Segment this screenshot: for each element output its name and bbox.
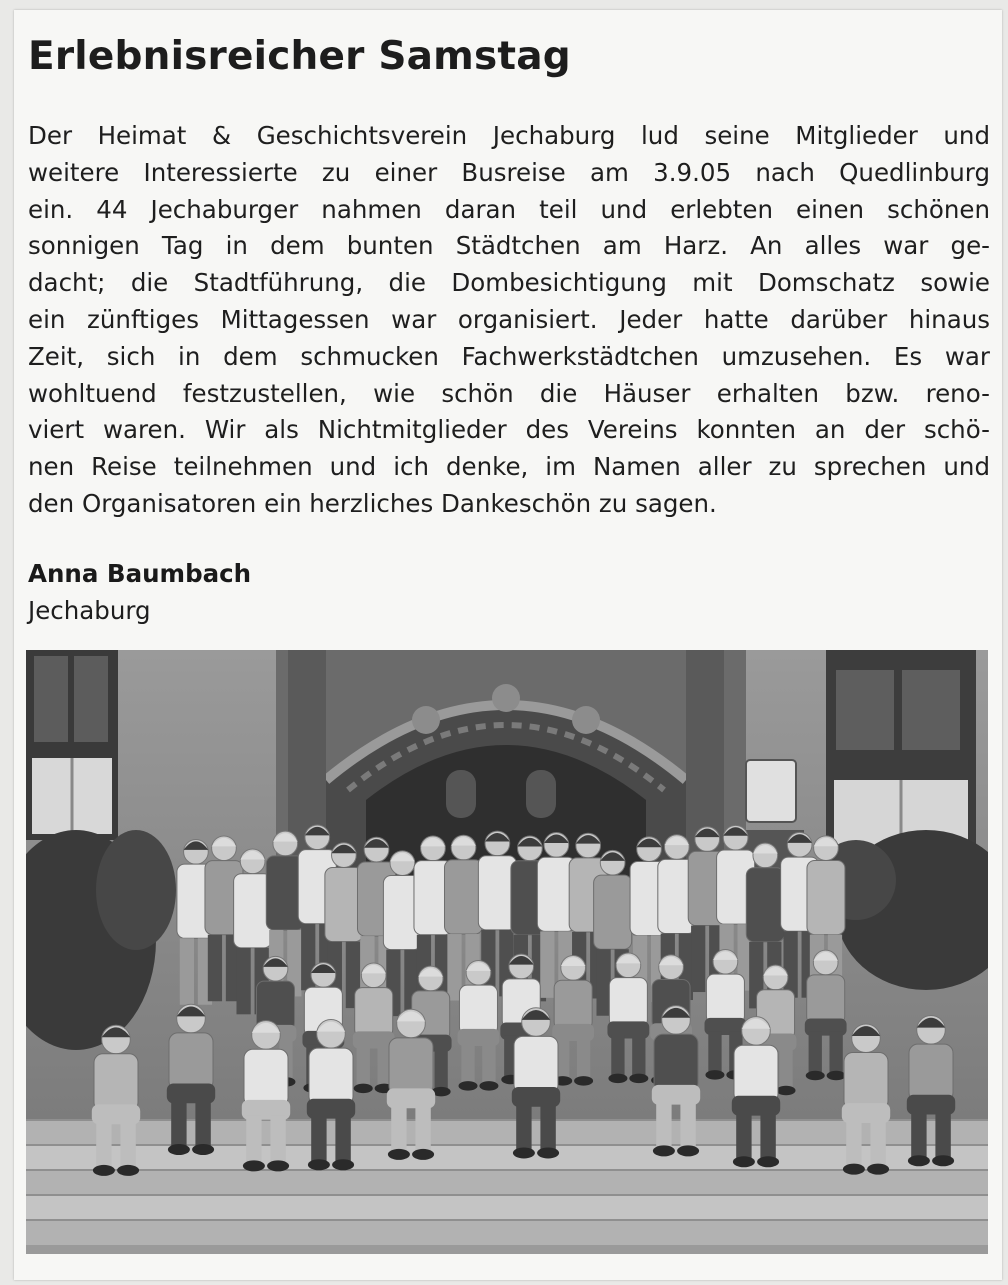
body-line: ein. 44 Jechaburger nahmen daran teil und erlebten einen schönen xyxy=(28,194,990,224)
person-shoe xyxy=(677,1145,699,1156)
person-shoe xyxy=(777,1086,796,1096)
person-leg xyxy=(415,1104,430,1152)
person-leg xyxy=(270,1115,285,1163)
person-shoe xyxy=(932,1155,954,1166)
person-torso xyxy=(734,1045,778,1102)
person-leg xyxy=(461,1042,474,1084)
person-leg xyxy=(736,1111,751,1159)
person-leg xyxy=(236,948,250,1015)
person-leg xyxy=(870,1119,885,1167)
person-leg xyxy=(195,1099,210,1147)
body-line: weitere Interessierte zu einer Busreise am 3.9.05 nach Quedlinburg xyxy=(28,157,990,187)
person-torso xyxy=(244,1049,288,1106)
stair-base xyxy=(26,1245,988,1254)
person-shoe xyxy=(908,1155,930,1166)
person-leg xyxy=(935,1110,950,1158)
person-torso xyxy=(654,1034,698,1091)
person-leg xyxy=(180,938,194,1005)
body-line: sonnigen Tag in dem bunten Städtchen am Harz. An alles war ge- xyxy=(28,231,990,261)
person-torso xyxy=(909,1044,953,1101)
group-photo xyxy=(26,650,988,1254)
person-torso xyxy=(554,980,592,1029)
body-line: ein zünftiges Mittagessen war organisiert. Jeder hatte darüber hinaus xyxy=(28,304,990,334)
body-line: Zeit, sich in dem schmucken Fachwerkstädtchen umzusehen. Es war xyxy=(28,341,990,371)
person-shoe xyxy=(308,1159,330,1170)
person-torso xyxy=(746,868,784,942)
person-leg xyxy=(120,1120,135,1168)
person-shoe xyxy=(243,1160,265,1171)
person-leg xyxy=(611,1035,624,1077)
person-leg xyxy=(540,931,554,998)
person-leg xyxy=(911,1110,926,1158)
person-shoe xyxy=(574,1076,593,1086)
person-leg xyxy=(540,1102,555,1150)
person-leg xyxy=(311,1114,326,1162)
person-torso xyxy=(807,861,845,935)
person-leg xyxy=(779,1047,792,1089)
person-torso xyxy=(459,985,497,1034)
person-leg xyxy=(391,1104,406,1152)
person-shoe xyxy=(705,1070,724,1080)
person-leg xyxy=(482,1042,495,1084)
person-leg xyxy=(96,1120,111,1168)
article-body xyxy=(28,118,990,523)
person-shoe xyxy=(867,1164,889,1175)
person-shoe xyxy=(806,1071,825,1081)
person-leg xyxy=(171,1099,186,1147)
person-leg xyxy=(246,1115,261,1163)
person-leg xyxy=(680,1100,695,1148)
right-window xyxy=(826,650,976,860)
stair-step xyxy=(26,1120,988,1146)
person-shoe xyxy=(267,1160,289,1171)
person-torso xyxy=(169,1033,213,1090)
person-shoe xyxy=(354,1084,373,1094)
staircase xyxy=(26,1120,988,1254)
person-shoe xyxy=(479,1081,498,1091)
person-leg xyxy=(783,931,797,998)
body-line: wohltuend festzustellen, wie schön die Häuser erhalten bzw. reno- xyxy=(28,378,990,408)
person-leg xyxy=(434,1048,447,1090)
body-line: dacht; die Stadtführung, die Dombesichtigung mit Domschatz sowie xyxy=(28,268,990,298)
group-photo-illustration xyxy=(26,650,988,1254)
person-shoe xyxy=(843,1164,865,1175)
person-shoe xyxy=(629,1074,648,1084)
person-shoe xyxy=(388,1149,410,1160)
person-leg xyxy=(656,1100,671,1148)
person-leg xyxy=(335,1114,350,1162)
person-leg xyxy=(596,949,610,1016)
body-line: nen Reise teilnehmen und ich denke, im Namen aller zu sprechen und xyxy=(28,452,990,482)
person-leg xyxy=(357,1045,370,1087)
person-shoe xyxy=(192,1144,214,1155)
person-shoe xyxy=(757,1156,779,1167)
person-leg xyxy=(708,1031,721,1073)
person-torso xyxy=(594,875,632,949)
person-shoe xyxy=(608,1074,627,1084)
newspaper-clipping xyxy=(14,10,1002,1280)
article-headline: Erlebnisreicher Samstag xyxy=(28,34,571,79)
person-leg xyxy=(846,1119,861,1167)
person-torso xyxy=(309,1048,353,1105)
author-name: Anna Baumbach xyxy=(28,559,252,588)
person-shoe xyxy=(733,1156,755,1167)
person-torso xyxy=(514,1036,558,1093)
person-shoe xyxy=(827,1071,846,1081)
person-leg xyxy=(208,935,222,1002)
person-torso xyxy=(389,1038,433,1095)
person-shoe xyxy=(332,1159,354,1170)
left-window xyxy=(26,650,118,840)
person-shoe xyxy=(93,1165,115,1176)
body-line: Der Heimat & Geschichtsverein Jechaburg lud seine Mitglieder und xyxy=(28,121,990,150)
person-shoe xyxy=(537,1147,559,1158)
person-shoe xyxy=(459,1081,478,1091)
person-leg xyxy=(632,1035,645,1077)
person-leg xyxy=(691,926,705,993)
body-line: den Organisatoren ein herzliches Dankeschön zu sagen. xyxy=(28,488,717,518)
person-torso xyxy=(706,974,744,1023)
person-leg xyxy=(809,1032,822,1074)
person-torso xyxy=(844,1053,888,1110)
person-torso xyxy=(609,978,647,1027)
person-torso xyxy=(445,860,483,934)
person-leg xyxy=(577,1037,590,1079)
person-shoe xyxy=(168,1144,190,1155)
body-line: viert waren. Wir als Nichtmitglieder des Vereins konnten an der schö- xyxy=(28,415,990,445)
person-shoe xyxy=(513,1147,535,1158)
author-place: Jechaburg xyxy=(28,596,151,625)
stair-step xyxy=(26,1195,988,1221)
person-shoe xyxy=(117,1165,139,1176)
person-shoe xyxy=(653,1145,675,1156)
person-leg xyxy=(829,1032,842,1074)
person-torso xyxy=(355,988,393,1037)
person-torso xyxy=(94,1054,138,1111)
person-leg xyxy=(760,1111,775,1159)
person-torso xyxy=(807,975,845,1024)
person-shoe xyxy=(412,1149,434,1160)
stair-step xyxy=(26,1220,988,1246)
person-leg xyxy=(516,1102,531,1150)
stair-step xyxy=(26,1170,988,1196)
